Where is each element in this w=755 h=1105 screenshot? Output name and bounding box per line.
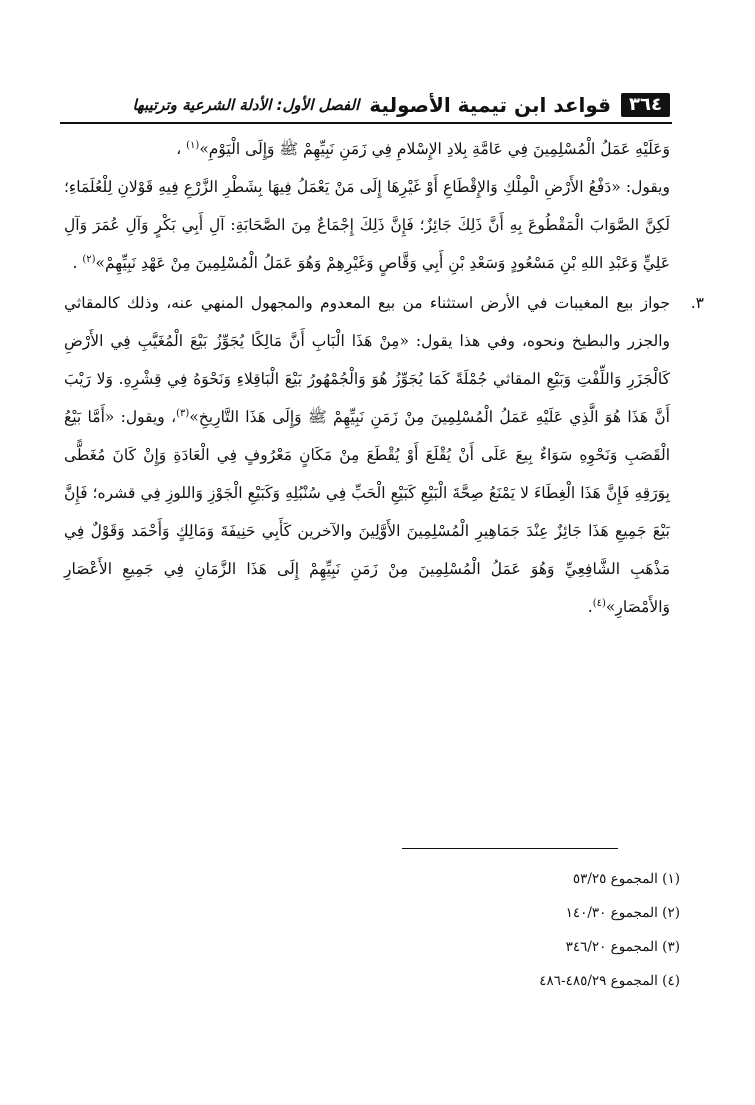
footnote-2: (٢) المجموع ١٤٠/٣٠ xyxy=(565,905,680,921)
footnote-3: (٣) المجموع ٣٤٦/٢٠ xyxy=(565,939,680,955)
paragraph-1-end: ، xyxy=(176,140,182,158)
list-item-3-end: . xyxy=(587,598,593,616)
list-item-3-part-b: ، ويقول: «أَمَّا بَيْعُ الْقَصَبِ وَنَحْوِهِ سَوَاءٌ بِيعَ عَلَى أَنْ يُقْلَعَ أَوْ يُقْطَعَ مِنْ مَكَانٍ مَعْرُوفٍ فِي الْعَادَةِ وَإِنْ كَانَ مُغَطًّى بِوَرَقِهِ فَإِنَّ هَذَا الْغِطَاءَ لا يَمْنَعُ صِحَّةَ الْبَيْعِ كَبَيْعِ الْحَبِّ فِي سُنْبُلِهِ وَكَبَيْعِ الْجَوْزِ وَاللوزِ فِي قشره؛ فَإِنَّ بَيْعَ جَمِيعِ هَذَا جَائِزٌ عِنْدَ جَمَاهِيرِ الْمُسْلِمِينَ الأَوَّلِينَ والآخرين كَأَبِي حَنِيفَةَ وَمَالِكٍ وَأَحْمَد وَقَوْلٌ فِي مَذْهَبِ الشَّافِعِيِّ وَهُوَ عَمَلُ الْمُسْلِمِينَ مِنْ زَمَنِ نَبِيِّهِمْ إِلَى هَذَا الزَّمَانِ فِي جَمِيعِ الأَعْصَارِ وَالأَمْصَارِ» xyxy=(64,408,670,616)
footnote-ref-3: (٣) xyxy=(176,407,190,419)
main-text xyxy=(64,130,704,626)
paragraph-1 xyxy=(64,130,670,168)
footnote-4: (٤) المجموع ٤٨٥/٢٩-٤٨٦ xyxy=(539,973,680,989)
paragraph-1-text: وَعَلَيْهِ عَمَلُ الْمُسْلِمِينَ فِي عَامَّةِ بِلادِ الإِسْلامِ فِي زَمَنِ نَبِيِّهِمْ ﷺ وَإِلَى الْيَوْمِ» xyxy=(199,140,670,158)
chapter-title: الفصل الأول: الأدلة الشرعية وترتيبها xyxy=(132,96,360,114)
list-item-3 xyxy=(64,284,704,626)
book-title: قواعد ابن تيمية الأصولية xyxy=(369,93,612,117)
header-rule xyxy=(60,122,672,124)
footnote-ref-4: (٤) xyxy=(592,597,606,609)
list-item-3-part-a: جواز بيع المغيبات في الأرض استثناء من بيع المعدوم والمجهول المنهي عنه، وذلك كالمقاثي والجزر والبطيخ ونحوه، وفي هذا يقول: «مِنْ هَذَا الْبَابِ أَنَّ مَالِكًا يُجَوِّزُ بَيْعَ الْمُغَيَّبِ فِي الأَرْضِ كَالْجَزَرِ وَاللِّفْتِ وَبَيْعِ المقاثي جُمْلَةً كَمَا يُجَوِّزُ هُوَ وَالْجُمْهُورُ بَيْعَ الْبَاقِلاءِ وَنَحْوَهُ فِي قِشْرِهِ. وَلا رَيْبَ أَنَّ هَذَا هُوَ الَّذِي عَلَيْهِ عَمَلُ الْمُسْلِمِينَ مِنْ زَمَنِ نَبِيِّهِمْ ﷺ وَإِلَى هَذَا التَّارِيخِ» xyxy=(64,294,670,426)
page-number: ٣٦٤ xyxy=(621,93,670,117)
paragraph-2-end: . xyxy=(72,254,78,272)
footnote-ref-2: (٢) xyxy=(82,253,96,265)
paragraph-2-text: ويقول: «دَفْعُ الأَرْضِ الْمِلْكِ وَالإِقْطَاعِ أَوْ غَيْرِهَا إِلَى مَنْ يَعْمَلُ فِيهَا بِشَطْرِ الزَّرْعِ فِيهِ قَوْلانِ لِلْعُلَمَاءِ؛ لَكِنَّ الصَّوَابَ الْمَقْطُوعَ بِهِ أَنَّ ذَلِكَ جَائِزٌ؛ فَإِنَّ ذَلِكَ إِجْمَاعٌ مِنَ الصَّحَابَةِ: آلِ أَبِي بَكْرٍ وَآلِ عُمَرَ وَآلِ عَلِيٍّ وَعَبْدِ اللهِ بْنِ مَسْعُودٍ وَسَعْدِ بْنِ أَبِي وَقَّاصٍ وَغَيْرِهِمْ وَهُوَ عَمَلُ الْمُسْلِمِينَ مِنْ عَهْدِ نَبِيِّهِمْ» xyxy=(64,178,670,272)
footnote-1: (١) المجموع ٥٣/٢٥ xyxy=(572,871,680,887)
running-header xyxy=(60,92,670,118)
paragraph-2 xyxy=(64,168,670,282)
footnote-rule xyxy=(402,848,618,849)
list-item-3-text xyxy=(64,284,670,626)
list-item-number: ٣. xyxy=(690,294,704,312)
footnotes xyxy=(400,862,680,998)
footnote-ref-1: (١) xyxy=(186,139,200,151)
